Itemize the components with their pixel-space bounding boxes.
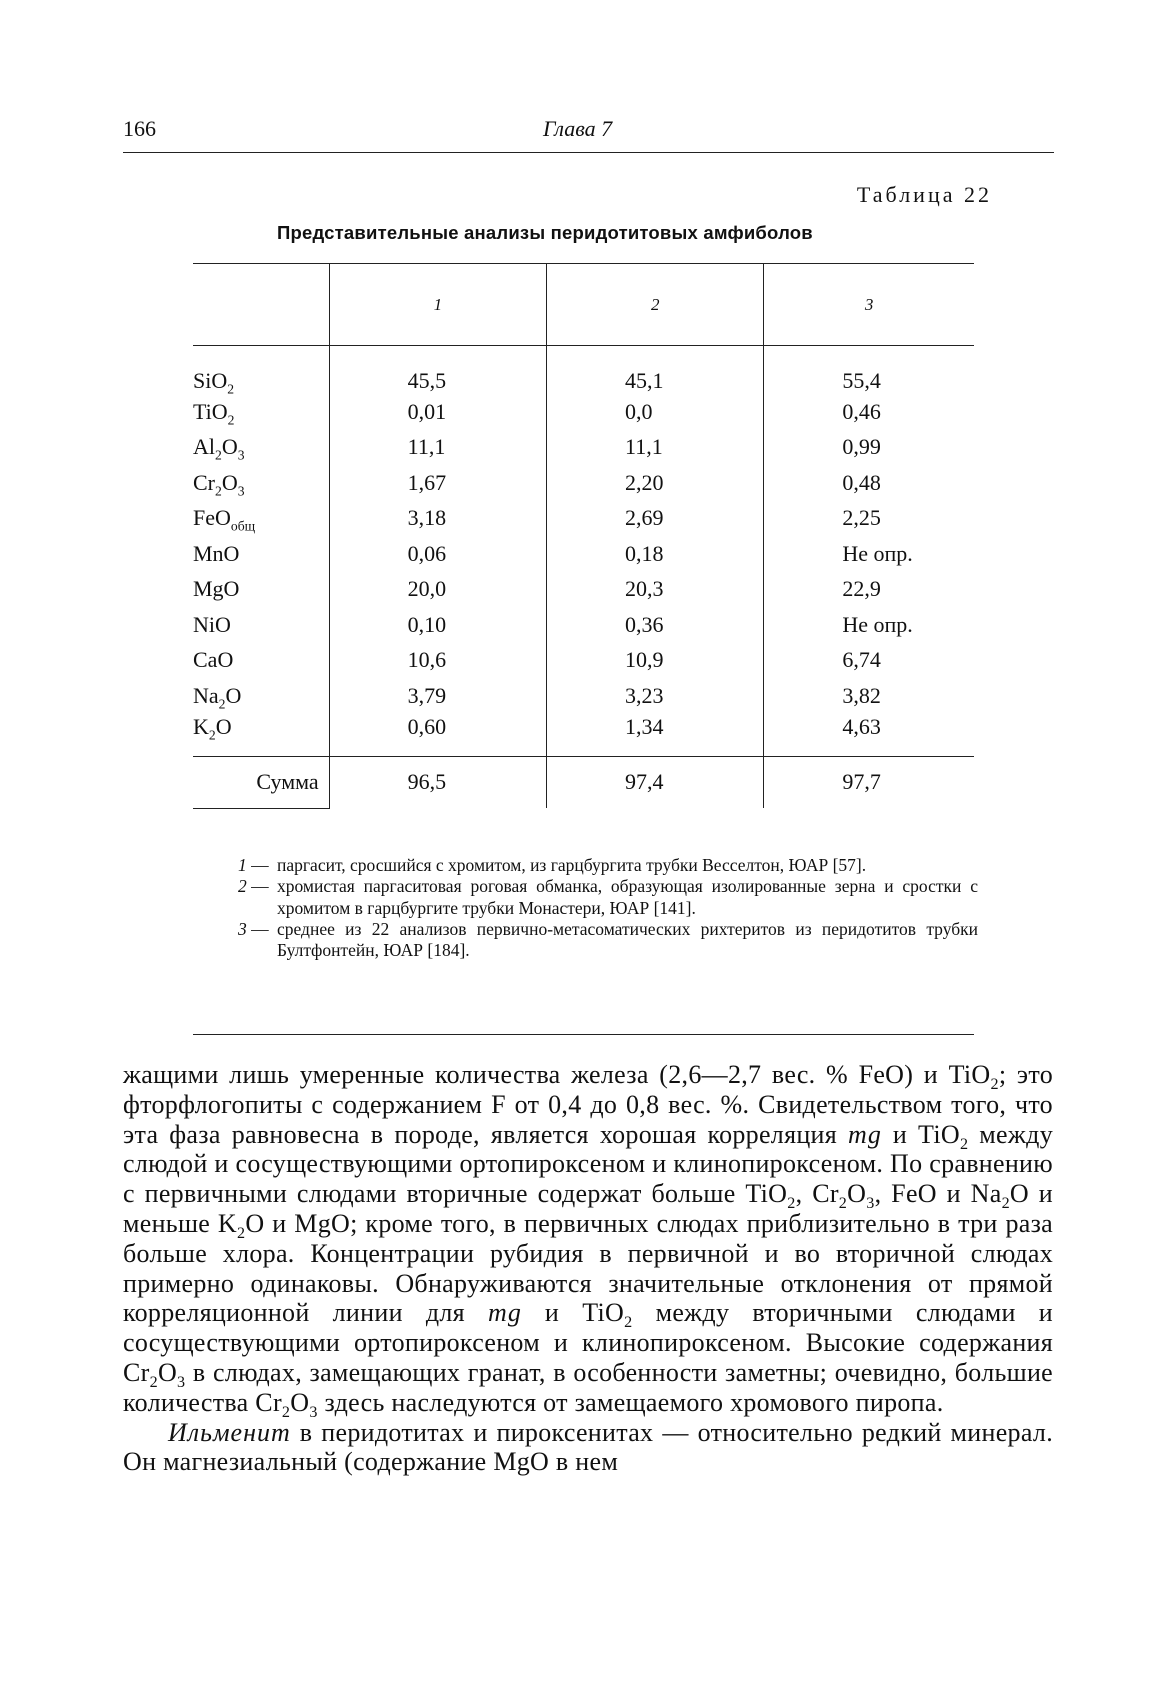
row-label: $Al_2O_3$ (193, 434, 245, 463)
row-label: $K_2O$ (193, 713, 232, 742)
table-header-empty (193, 264, 329, 346)
row-label: $Na_2O$ (193, 682, 242, 712)
total-cell: 97,7 (764, 756, 974, 808)
amphibole-analyses-table (193, 263, 974, 809)
table-note (238, 876, 978, 919)
table-cell: 55,4 (764, 346, 974, 395)
table-header-col-3: 3 (764, 264, 974, 346)
table-cell: 22,9 (764, 572, 974, 608)
table-row (193, 346, 974, 395)
table-cell: 20,0 (329, 572, 546, 608)
row-label: MgO (193, 576, 240, 602)
total-cell: 97,4 (547, 756, 764, 808)
table-cell: 3,18 (329, 501, 546, 537)
table-row (193, 572, 974, 608)
mg-term: mg (848, 1119, 882, 1149)
row-label: FeO$_{общ}$ (193, 505, 256, 534)
table-cell: 3,82 (764, 678, 974, 714)
table-row (193, 430, 974, 466)
note-text: паргасит, сросшийся с хромитом, из гарцбургита трубки Весселтон, ЮАР [57]. (277, 855, 867, 875)
table-note (238, 919, 978, 962)
page-number: 166 (123, 116, 156, 141)
table-cell: 0,10 (329, 607, 546, 643)
table-notes (238, 855, 978, 962)
ilmenite-term: Ильменит (168, 1417, 291, 1447)
note-text: хромистая паргаситовая роговая обманка, образующая изолированные зерна и сростки с хромитом в гарцбургите трубки Монастери, ЮАР [141]. (277, 876, 978, 918)
row-label: MnO (193, 540, 240, 566)
table-cell: 45,5 (329, 346, 546, 395)
note-text: среднее из 22 анализов первично-метасоматических рихтеритов из перидотитов трубки Бултфонтейн, ЮАР [184]. (277, 919, 978, 961)
note-dash: — (246, 876, 273, 897)
note-number: 3 (238, 919, 247, 940)
table-cell: 20,3 (547, 572, 764, 608)
table-cell: 0,0 (547, 394, 764, 430)
table-cell: Не опр. (764, 607, 974, 643)
table-cell: 3,79 (329, 678, 546, 714)
row-label: SiO$_2$ (193, 368, 235, 397)
table-cell: 10,9 (547, 643, 764, 679)
table-header-col-1: 1 (329, 264, 546, 346)
table-cell: 2,25 (764, 501, 974, 537)
table-cell: 0,18 (547, 536, 764, 572)
table-cell: 0,01 (329, 394, 546, 430)
chapter-title: Глава 7 (543, 116, 613, 141)
table-total-row (193, 756, 974, 808)
mg-term: mg (488, 1298, 522, 1328)
row-label: NiO (193, 611, 231, 637)
paragraph: Ильменит в перидотитах и пироксенитах — относительно редкий минерал. Он магнезиальный (содержание MgO в нем (123, 1417, 1053, 1477)
table-row (193, 465, 974, 501)
table-cell: 0,60 (329, 714, 546, 757)
table-cell: 0,48 (764, 465, 974, 501)
table-row (193, 714, 974, 757)
table-cell: 1,67 (329, 465, 546, 501)
note-dash: — (246, 919, 273, 940)
body-text (123, 1060, 1053, 1477)
table-cell: 3,23 (547, 678, 764, 714)
note-number: 1 (238, 855, 247, 875)
table-header-col-2: 2 (547, 264, 764, 346)
table-cell: 10,6 (329, 643, 546, 679)
paragraph: жащими лишь умеренные количества железа (2,6—2,7 вес. % FeO) и TiO$_2$; это фторфлогопиты с содержанием F от 0,4 до 0,8 вес. %. Свидетельством того, что эта фаза равновесна в породе, является хорошая корреляция mg и TiO$_2$ между слюдой и сосуществующими ортопироксеном и клинопироксеном. По сравнению с первичными слюдами вторичные содержат больше TiO$_2$, $Cr_2O_3$, FeO и $Na_2O$ и меньше $K_2O$ и MgO; кроме того, в первичных слюдах приблизительно в три раза больше хлора. Концентрации рубидия в первичной и во вторичной слюдах примерно одинаковы. Обнаруживаются значительные отклонения от прямой корреляционной линии для mg и TiO$_2$ между вторичными слюдами и сосуществующими ортопироксеном и клинопироксеном. Высокие содержания $Cr_2O_3$ в слюдах, замещающих гранат, в особенности заметны; очевидно, большие количества $Cr_2O_3$ здесь наследуются от замещаемого хромового пиропа. (123, 1060, 1054, 1421)
table-cell: 1,34 (547, 714, 764, 757)
row-label: $Cr_2O_3$ (193, 469, 245, 499)
row-label: CaO (193, 647, 234, 673)
table-row (193, 643, 974, 679)
table-cell: 0,36 (547, 607, 764, 643)
running-head (123, 112, 1054, 153)
table-cell: 0,06 (329, 536, 546, 572)
note-number: 2 (238, 876, 247, 897)
table-row (193, 607, 974, 643)
table-cell: Не опр. (764, 536, 974, 572)
table-cell: 4,63 (764, 714, 974, 757)
table-cell: 0,99 (764, 430, 974, 466)
table-cell: 0,46 (764, 394, 974, 430)
table-row (193, 394, 974, 430)
table-cell: 45,1 (547, 346, 764, 395)
table-row (193, 678, 974, 714)
row-label: TiO$_2$ (193, 398, 235, 428)
table-bottom-rule (193, 1034, 974, 1035)
total-cell: 96,5 (329, 756, 546, 808)
table-cell: 2,69 (547, 501, 764, 537)
total-label: Сумма (193, 756, 329, 808)
table-cell: 11,1 (329, 430, 546, 466)
table-row (193, 536, 974, 572)
table-header-row (193, 264, 974, 346)
table-cell: 6,74 (764, 643, 974, 679)
table-row (193, 501, 974, 537)
table-title: Представительные анализы перидотитовых амфиболов (277, 222, 813, 243)
table-cell: 11,1 (547, 430, 764, 466)
table-cell: 2,20 (547, 465, 764, 501)
table-note (238, 855, 978, 876)
note-dash: — (246, 855, 273, 875)
table-label: Таблица 22 (856, 182, 992, 207)
